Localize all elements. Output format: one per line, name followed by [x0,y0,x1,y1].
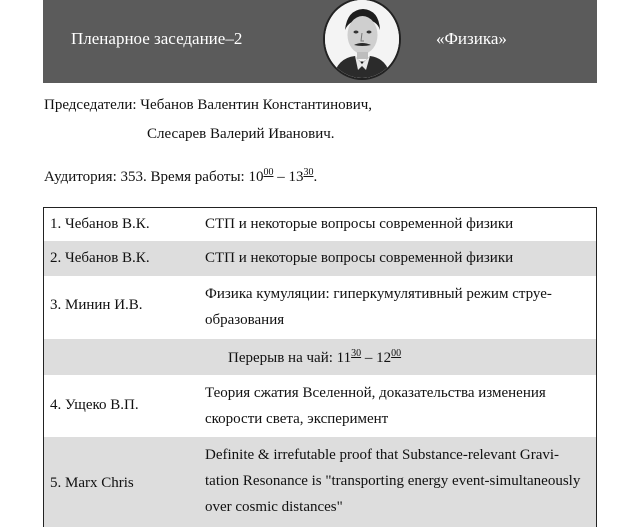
break-end-minutes: 00 [391,348,402,359]
table-row [44,375,596,437]
chairs-label: Председатели: [44,97,137,113]
break-dash: – 12 [361,350,392,366]
table-row [44,208,596,241]
end-minutes: 30 [303,167,314,178]
portrait-photo-icon [323,0,401,80]
section-name: «Физика» [436,29,507,48]
room-suffix: . [313,169,318,185]
time-dash: – 13 [273,169,304,185]
speaker: 1. Чебанов В.К. [50,216,150,232]
room-text: Аудитория: 353. Время работы: 10 [44,169,264,185]
table-row [44,437,596,527]
break-text: Перерыв на чай: 11 [228,350,352,366]
talk-title: СТП и некоторые вопросы современной физики [205,250,514,266]
chair-name: Слесарев Валерий Иванович. [147,126,335,142]
tea-break [228,348,401,367]
speaker: 3. Минин И.В. [50,297,143,313]
talk-title: Теория сжатия Вселенной, доказательства изменения скорости света, эксперимент [205,385,546,427]
break-row [44,339,596,375]
room-time-line [44,167,317,186]
program-table [43,207,597,527]
talk-title: Физика кумуляции: гиперкумулятивный режим струе-образования [205,286,552,328]
chair-name: Чебанов Валентин Константинович, [140,97,373,113]
break-start-minutes: 30 [351,348,362,359]
session-title: Пленарное заседание–2 [71,29,243,48]
talk-title: СТП и некоторые вопросы современной физики [205,216,514,232]
session-banner [43,0,597,83]
talk-title: Definite & irrefutable proof that Substance-relevant Gravi-tation Resonance is "transporting energy event-simultaneously over cosmic distances" [205,447,581,515]
speaker: 2. Чебанов В.К. [50,250,150,266]
speaker: 4. Ущеко В.П. [50,397,139,413]
table-row [44,241,596,276]
chairs-line [44,97,372,114]
table-row [44,276,596,339]
speaker: 5. Marx Chris [50,475,134,491]
start-minutes: 00 [263,167,274,178]
